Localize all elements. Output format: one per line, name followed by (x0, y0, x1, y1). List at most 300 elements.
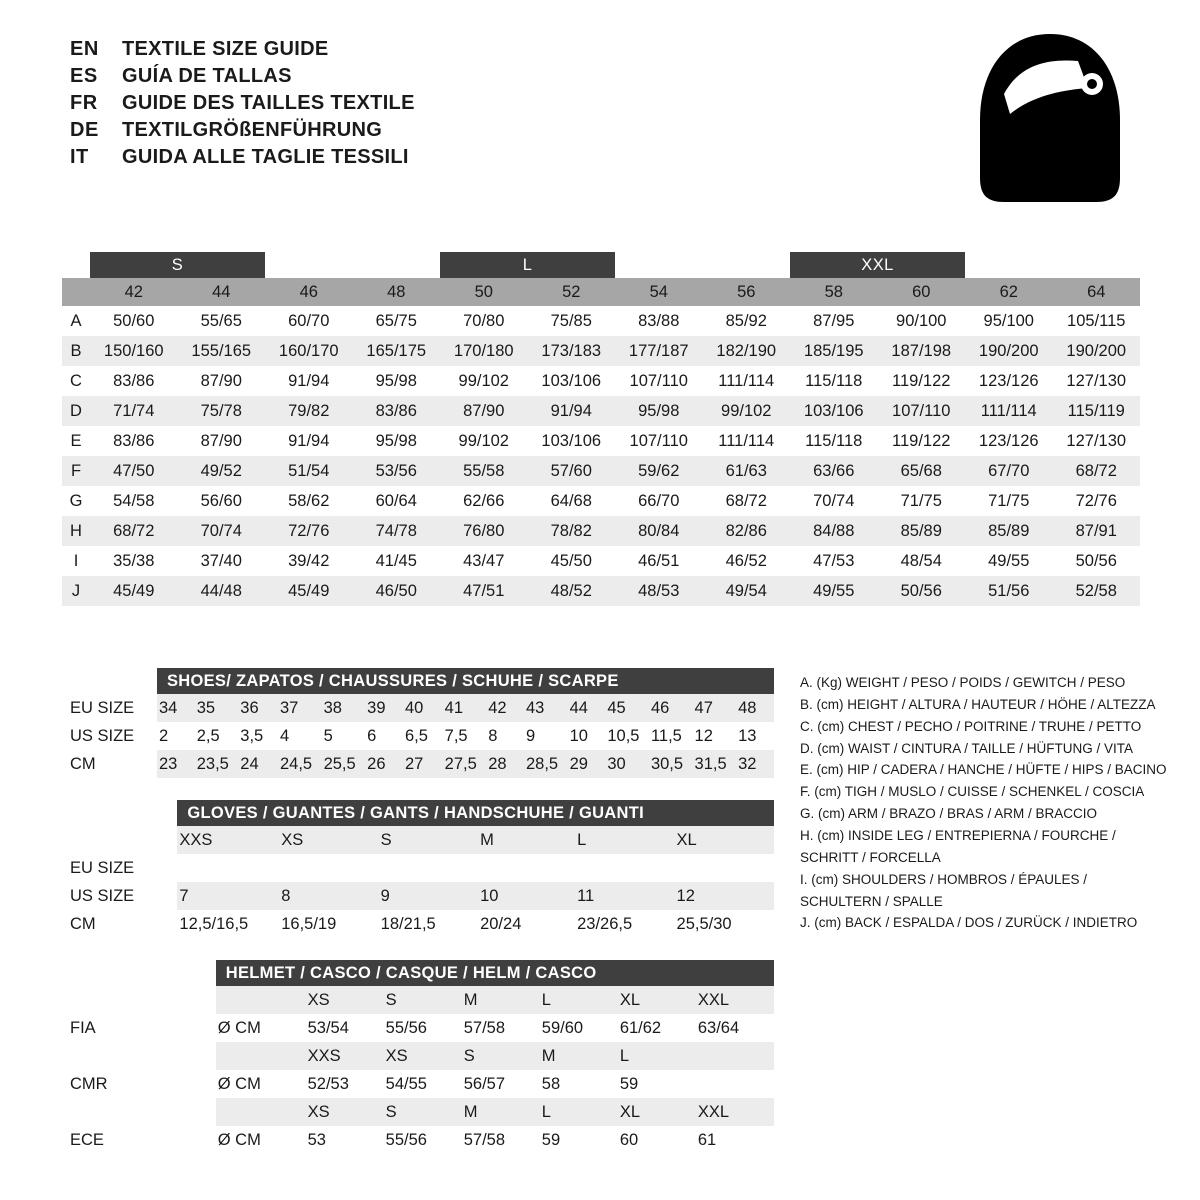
cell (279, 854, 378, 882)
cell: S (384, 986, 462, 1014)
cell: 47/51 (440, 576, 528, 606)
cell: 20/24 (478, 910, 575, 938)
cell: 165/175 (353, 336, 441, 366)
cell: 34 (157, 694, 195, 722)
cell: 38 (322, 694, 366, 722)
table-row (62, 456, 1140, 486)
cell: 115/119 (1053, 396, 1141, 426)
size-group-row (62, 252, 1140, 278)
cell (575, 854, 674, 882)
cell: 187/198 (878, 336, 966, 366)
cell: 49/55 (965, 546, 1053, 576)
cell: 71/75 (965, 486, 1053, 516)
size-header: 48 (353, 278, 441, 306)
textile-size-table (62, 252, 1140, 606)
cell: 107/110 (878, 396, 966, 426)
cell: 52/53 (306, 1070, 384, 1098)
cell: XXL (696, 986, 774, 1014)
table-row (62, 910, 774, 938)
table-row (62, 516, 1140, 546)
table-row (62, 366, 1140, 396)
cell: 10 (568, 722, 606, 750)
cell: 9 (379, 882, 478, 910)
cell: 65/75 (353, 306, 441, 336)
title-row (70, 65, 415, 88)
cell: 47/53 (790, 546, 878, 576)
cell: 56/57 (462, 1070, 540, 1098)
cell: 190/200 (1053, 336, 1141, 366)
cell: 60/64 (353, 486, 441, 516)
cell: XL (618, 986, 696, 1014)
cell: 87/95 (790, 306, 878, 336)
cell: XXS (306, 1042, 384, 1070)
cell: 47/50 (90, 456, 178, 486)
cell: 83/86 (90, 426, 178, 456)
row-key: D (62, 396, 90, 426)
cell: 10,5 (605, 722, 649, 750)
row-key: J (62, 576, 90, 606)
cell: 43 (524, 694, 568, 722)
cell: 66/70 (615, 486, 703, 516)
group-cell-l: L (440, 252, 615, 278)
cell: 50/56 (1053, 546, 1141, 576)
title-text: TEXTILGRÖßENFÜHRUNG (122, 119, 383, 141)
cell: 30,5 (649, 750, 693, 778)
cell: 63/66 (790, 456, 878, 486)
shoes-band-label: SHOES/ ZAPATOS / CHAUSSURES / SCHUHE / SCARPE (157, 668, 774, 694)
cell: 103/106 (528, 366, 616, 396)
gloves-band (62, 800, 774, 826)
table-row (62, 486, 1140, 516)
group-cell-s: S (90, 252, 265, 278)
size-header: 46 (265, 278, 353, 306)
cell: Ø CM (216, 1014, 306, 1042)
cell: 90/100 (878, 306, 966, 336)
cell: 185/195 (790, 336, 878, 366)
cell: 37 (278, 694, 322, 722)
table-row (62, 826, 774, 854)
cell: 87/90 (178, 426, 266, 456)
cell: 26 (365, 750, 403, 778)
legend-line: E. (cm) HIP / CADERA / HANCHE / HÜFTE / HIPS / BACINO (800, 762, 1167, 778)
cell: M (462, 1098, 540, 1126)
cell: 4 (278, 722, 322, 750)
cell: 46/50 (353, 576, 441, 606)
cell: 45/49 (265, 576, 353, 606)
cell: 28 (486, 750, 524, 778)
cell: 80/84 (615, 516, 703, 546)
cell: 83/86 (353, 396, 441, 426)
legend-line: B. (cm) HEIGHT / ALTURA / HAUTEUR / HÖHE / ALTEZZA (800, 696, 1156, 712)
cell: 11,5 (649, 722, 693, 750)
cell (696, 1042, 774, 1070)
cell: 24,5 (278, 750, 322, 778)
row-key: G (62, 486, 90, 516)
cell: 12 (693, 722, 737, 750)
table-row (62, 750, 774, 778)
helmet-band-label: HELMET / CASCO / CASQUE / HELM / CASCO (216, 960, 774, 986)
cell: 32 (736, 750, 774, 778)
cell: 83/88 (615, 306, 703, 336)
cell: 45/50 (528, 546, 616, 576)
cell: 59 (540, 1126, 618, 1154)
shoes-table (62, 668, 774, 778)
cell: 59 (618, 1070, 696, 1098)
cell: 36 (238, 694, 278, 722)
cell: 95/100 (965, 306, 1053, 336)
cell: 87/90 (178, 366, 266, 396)
cell: 127/130 (1053, 426, 1141, 456)
cell: 65/68 (878, 456, 966, 486)
cell: 78/82 (528, 516, 616, 546)
cell: 99/102 (440, 366, 528, 396)
table-row (62, 576, 1140, 606)
cell: 58/62 (265, 486, 353, 516)
section-spacer (62, 938, 1140, 960)
cell: 46 (649, 694, 693, 722)
cell: 27,5 (443, 750, 487, 778)
cell: 71/74 (90, 396, 178, 426)
size-header: 42 (90, 278, 178, 306)
gloves-table (62, 800, 774, 938)
cell: 87/91 (1053, 516, 1141, 546)
cell: 35 (195, 694, 239, 722)
cell: 95/98 (615, 396, 703, 426)
cell: M (478, 826, 575, 854)
cell: 57/58 (462, 1014, 540, 1042)
cell: 72/76 (1053, 486, 1141, 516)
cell: 111/114 (703, 426, 791, 456)
cell: 11 (575, 882, 674, 910)
row-key: F (62, 456, 90, 486)
measurement-legend (800, 672, 1167, 934)
table-row (62, 986, 774, 1014)
row-label (62, 1042, 216, 1070)
cell: 53/54 (306, 1014, 384, 1042)
cell: 63/64 (696, 1014, 774, 1042)
cell: 61 (696, 1126, 774, 1154)
legend-line: G. (cm) ARM / BRAZO / BRAS / ARM / BRACCIO (800, 806, 1098, 822)
cell: 51/56 (965, 576, 1053, 606)
cell: 50/56 (878, 576, 966, 606)
cell: 30 (605, 750, 649, 778)
helmet-icon (970, 28, 1130, 208)
legend-line: F. (cm) TIGH / MUSLO / CUISSE / SCHENKEL / COSCIA (800, 784, 1145, 800)
row-label: US SIZE (62, 722, 157, 750)
table-row (62, 306, 1140, 336)
cell: 85/92 (703, 306, 791, 336)
cell: 55/58 (440, 456, 528, 486)
row-label: ECE (62, 1126, 216, 1154)
cell: XS (306, 986, 384, 1014)
cell: 105/115 (1053, 306, 1141, 336)
legend-line: J. (cm) BACK / ESPALDA / DOS / ZURÜCK / INDIETRO (800, 915, 1138, 931)
cell: S (379, 826, 478, 854)
cell: 76/80 (440, 516, 528, 546)
cell: 41/45 (353, 546, 441, 576)
cell: XS (279, 826, 378, 854)
row-key: I (62, 546, 90, 576)
cell: 10 (478, 882, 575, 910)
size-header: 54 (615, 278, 703, 306)
cell: 3,5 (238, 722, 278, 750)
legend-line: H. (cm) INSIDE LEG / ENTREPIERNA / FOURCHE / (800, 828, 1116, 844)
cell: 95/98 (353, 426, 441, 456)
cell: 119/122 (878, 426, 966, 456)
language-code: IT (70, 146, 89, 168)
cell: 5 (322, 722, 366, 750)
cell: 53 (306, 1126, 384, 1154)
row-label (62, 826, 177, 854)
table-row (62, 1070, 774, 1098)
cell: 127/130 (1053, 366, 1141, 396)
cell: 45 (605, 694, 649, 722)
cell: 12 (675, 882, 774, 910)
cell: 85/89 (878, 516, 966, 546)
cell (478, 854, 575, 882)
size-header: 56 (703, 278, 791, 306)
cell: 115/118 (790, 366, 878, 396)
cell: 71/75 (878, 486, 966, 516)
cell: 70/74 (790, 486, 878, 516)
cell: XL (618, 1098, 696, 1126)
legend-line: I. (cm) SHOULDERS / HOMBROS / ÉPAULES / (800, 871, 1088, 887)
cell: 83/86 (90, 366, 178, 396)
cell: 155/165 (178, 336, 266, 366)
band-spacer (62, 800, 177, 826)
cell: 7,5 (443, 722, 487, 750)
cell: 2,5 (195, 722, 239, 750)
title-row (70, 119, 415, 142)
group-cell-m: M (345, 255, 360, 274)
cell: 115/118 (790, 426, 878, 456)
group-cell-empty2 (965, 252, 1053, 278)
cell: 39/42 (265, 546, 353, 576)
cell: 91/94 (265, 426, 353, 456)
cell: 6 (365, 722, 403, 750)
cell: 49/52 (178, 456, 266, 486)
cell: 25,5 (322, 750, 366, 778)
cell: 111/114 (703, 366, 791, 396)
helmet-band (62, 960, 774, 986)
cell: 37/40 (178, 546, 266, 576)
row-label: FIA (62, 1014, 216, 1042)
cell (379, 854, 478, 882)
table-row (62, 882, 774, 910)
cell: 57/58 (462, 1126, 540, 1154)
cell: 44/48 (178, 576, 266, 606)
row-key: A (62, 306, 90, 336)
cell: 103/106 (790, 396, 878, 426)
title-text: GUIDA ALLE TAGLIE TESSILI (122, 146, 409, 168)
cell: 119/122 (878, 366, 966, 396)
table-row (62, 694, 774, 722)
size-header: 62 (965, 278, 1053, 306)
cell: XL (675, 826, 774, 854)
shoes-band (62, 668, 774, 694)
group-cell-xl: XL (692, 255, 713, 274)
language-code: FR (70, 92, 98, 114)
size-header: 64 (1053, 278, 1141, 306)
gloves-band-label: GLOVES / GUANTES / GANTS / HANDSCHUHE / GUANTI (177, 800, 774, 826)
cell: 61/63 (703, 456, 791, 486)
size-header-corner (62, 278, 90, 306)
cell: 9 (524, 722, 568, 750)
cell: XS (384, 1042, 462, 1070)
cell: 99/102 (703, 396, 791, 426)
cell: 150/160 (90, 336, 178, 366)
row-key: H (62, 516, 90, 546)
cell: 58 (540, 1070, 618, 1098)
row-label (62, 986, 216, 1014)
cell: 60 (618, 1126, 696, 1154)
cell: 72/76 (265, 516, 353, 546)
cell: 25,5/30 (675, 910, 774, 938)
cell: XXL (696, 1098, 774, 1126)
legend-line: SCHULTERN / SPALLE (800, 893, 943, 909)
cell: 18/21,5 (379, 910, 478, 938)
title-row (70, 38, 415, 61)
cell: 43/47 (440, 546, 528, 576)
language-code: ES (70, 65, 98, 87)
cell: 8 (486, 722, 524, 750)
cell: 190/200 (965, 336, 1053, 366)
legend-line: D. (cm) WAIST / CINTURA / TAILLE / HÜFTUNG / VITA (800, 740, 1134, 756)
cell: 41 (443, 694, 487, 722)
size-header: 58 (790, 278, 878, 306)
cell: 91/94 (528, 396, 616, 426)
cell: 55/65 (178, 306, 266, 336)
cell: 103/106 (528, 426, 616, 456)
cell: 68/72 (703, 486, 791, 516)
cell: L (540, 986, 618, 1014)
cell: 68/72 (1053, 456, 1141, 486)
cell: 24 (238, 750, 278, 778)
cell: 95/98 (353, 366, 441, 396)
cell: 182/190 (703, 336, 791, 366)
cell: 79/82 (265, 396, 353, 426)
cell: 27 (403, 750, 443, 778)
row-key: E (62, 426, 90, 456)
cell: 54/55 (384, 1070, 462, 1098)
cell: S (384, 1098, 462, 1126)
cell: 123/126 (965, 366, 1053, 396)
cell: 99/102 (440, 426, 528, 456)
cell: 35/38 (90, 546, 178, 576)
cell (177, 854, 279, 882)
cell: L (575, 826, 674, 854)
cell: Ø CM (216, 1070, 306, 1098)
cell: 170/180 (440, 336, 528, 366)
cell: 12,5/16,5 (177, 910, 279, 938)
cell: 49/55 (790, 576, 878, 606)
cell: 57/60 (528, 456, 616, 486)
cell: 85/89 (965, 516, 1053, 546)
cell: 82/86 (703, 516, 791, 546)
cell: 55/56 (384, 1126, 462, 1154)
cell: 50/60 (90, 306, 178, 336)
cell: 39 (365, 694, 403, 722)
cell: 48/52 (528, 576, 616, 606)
cell: 84/88 (790, 516, 878, 546)
table-row (62, 396, 1140, 426)
table-row (62, 1098, 774, 1126)
cell: L (540, 1098, 618, 1126)
size-header: 44 (178, 278, 266, 306)
row-label: CM (62, 750, 157, 778)
cell: 48/54 (878, 546, 966, 576)
size-header-row (62, 278, 1140, 306)
table-row (62, 546, 1140, 576)
cell: 31,5 (693, 750, 737, 778)
cell (216, 1098, 306, 1126)
cell: 68/72 (90, 516, 178, 546)
cell: 56/60 (178, 486, 266, 516)
helmet-table (62, 960, 774, 1154)
table-row (62, 426, 1140, 456)
cell: 46/52 (703, 546, 791, 576)
table-row (62, 854, 774, 882)
cell: 62/66 (440, 486, 528, 516)
legend-line: SCHRITT / FORCELLA (800, 849, 941, 865)
title-row (70, 92, 415, 115)
table-row (62, 1042, 774, 1070)
table-row (62, 1014, 774, 1042)
cell: 8 (279, 882, 378, 910)
cell: 6,5 (403, 722, 443, 750)
language-code: EN (70, 38, 99, 60)
cell: 64/68 (528, 486, 616, 516)
cell: 29 (568, 750, 606, 778)
cell: 7 (177, 882, 279, 910)
cell: 23/26,5 (575, 910, 674, 938)
size-header: 60 (878, 278, 966, 306)
legend-line: A. (Kg) WEIGHT / PESO / POIDS / GEWITCH / PESO (800, 675, 1126, 690)
cell: 52/58 (1053, 576, 1141, 606)
group-cell-empty (62, 252, 90, 278)
group-cell-xxl: XXL (790, 252, 965, 278)
cell: S (462, 1042, 540, 1070)
cell: 49/54 (703, 576, 791, 606)
title-text: TEXTILE SIZE GUIDE (122, 38, 329, 60)
cell: 107/110 (615, 426, 703, 456)
cell: 70/80 (440, 306, 528, 336)
legend-line: C. (cm) CHEST / PECHO / POITRINE / TRUHE / PETTO (800, 718, 1142, 734)
cell: 51/54 (265, 456, 353, 486)
cell: 74/78 (353, 516, 441, 546)
cell: M (540, 1042, 618, 1070)
cell (216, 1042, 306, 1070)
cell: 45/49 (90, 576, 178, 606)
cell: M (462, 986, 540, 1014)
cell: 13 (736, 722, 774, 750)
cell: XXS (177, 826, 279, 854)
table-row (62, 336, 1140, 366)
cell (696, 1070, 774, 1098)
cell: 28,5 (524, 750, 568, 778)
cell: 59/60 (540, 1014, 618, 1042)
cell (216, 986, 306, 1014)
size-header: 50 (440, 278, 528, 306)
title-text: GUIDE DES TAILLES TEXTILE (122, 92, 415, 114)
cell: 61/62 (618, 1014, 696, 1042)
cell: 44 (568, 694, 606, 722)
cell: 160/170 (265, 336, 353, 366)
cell (675, 854, 774, 882)
cell: 59/62 (615, 456, 703, 486)
cell: L (618, 1042, 696, 1070)
cell: 177/187 (615, 336, 703, 366)
